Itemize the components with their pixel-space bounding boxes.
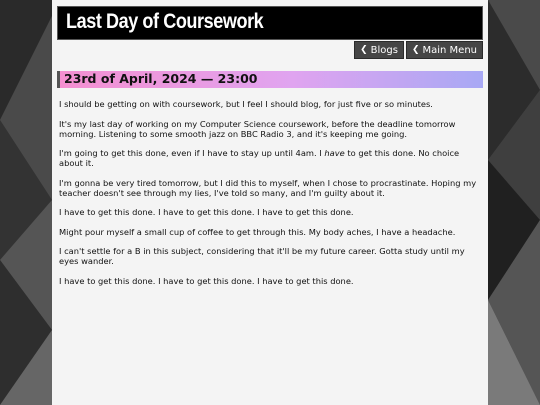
site-header bbox=[57, 6, 483, 40]
post-header bbox=[57, 71, 483, 88]
post-content bbox=[59, 99, 483, 295]
main-menu-button[interactable] bbox=[406, 41, 483, 59]
chevron-left-icon: ❮ bbox=[411, 45, 420, 55]
emphasis-text: have bbox=[324, 148, 345, 158]
nav-bar bbox=[354, 41, 483, 59]
page-title: Last Day of Coursework bbox=[66, 10, 264, 33]
post-paragraph bbox=[59, 148, 483, 168]
main-menu-button-label: Main Menu bbox=[422, 44, 477, 56]
post-paragraph: Might pour myself a small cup of coffee to get through this. My body aches, I have a headache. bbox=[59, 226, 456, 237]
post-text: to get this done. No choice about it. bbox=[59, 148, 460, 168]
chevron-left-icon: ❮ bbox=[360, 45, 368, 55]
post-paragraph: I should be getting on with coursework, but I feel I should blog, for just five or so minutes. bbox=[59, 99, 433, 109]
post-paragraph: I have to get this done. I have to get this done. I have to get this done. bbox=[59, 207, 354, 217]
post-paragraph: It's my last day of working on my Computer Science coursework, before the deadline tomorrow morning. Listening to some smooth jazz on BBC Radio 3, and it's keeping me going. bbox=[59, 118, 456, 139]
blogs-button[interactable] bbox=[354, 41, 404, 59]
post-paragraph: I'm gonna be very tired tomorrow, but I did this to myself, when I chose to procrastinate. Hoping my teacher doesn't see through my lies, I've told so many, and I'm guilty about it. bbox=[59, 177, 477, 198]
post-text: I'm going to get this done, even if I have to stay up until 4am. I bbox=[59, 148, 325, 158]
post-date: 23rd of April, 2024 — 23:00 bbox=[64, 71, 258, 86]
post-paragraph: I can't settle for a B in this subject, considering that it'll be my future career. Gotta study until my eyes wander. bbox=[59, 246, 465, 266]
post-paragraph: I have to get this done. I have to get this done. I have to get this done. bbox=[59, 275, 354, 286]
blogs-button-label: Blogs bbox=[370, 44, 398, 56]
